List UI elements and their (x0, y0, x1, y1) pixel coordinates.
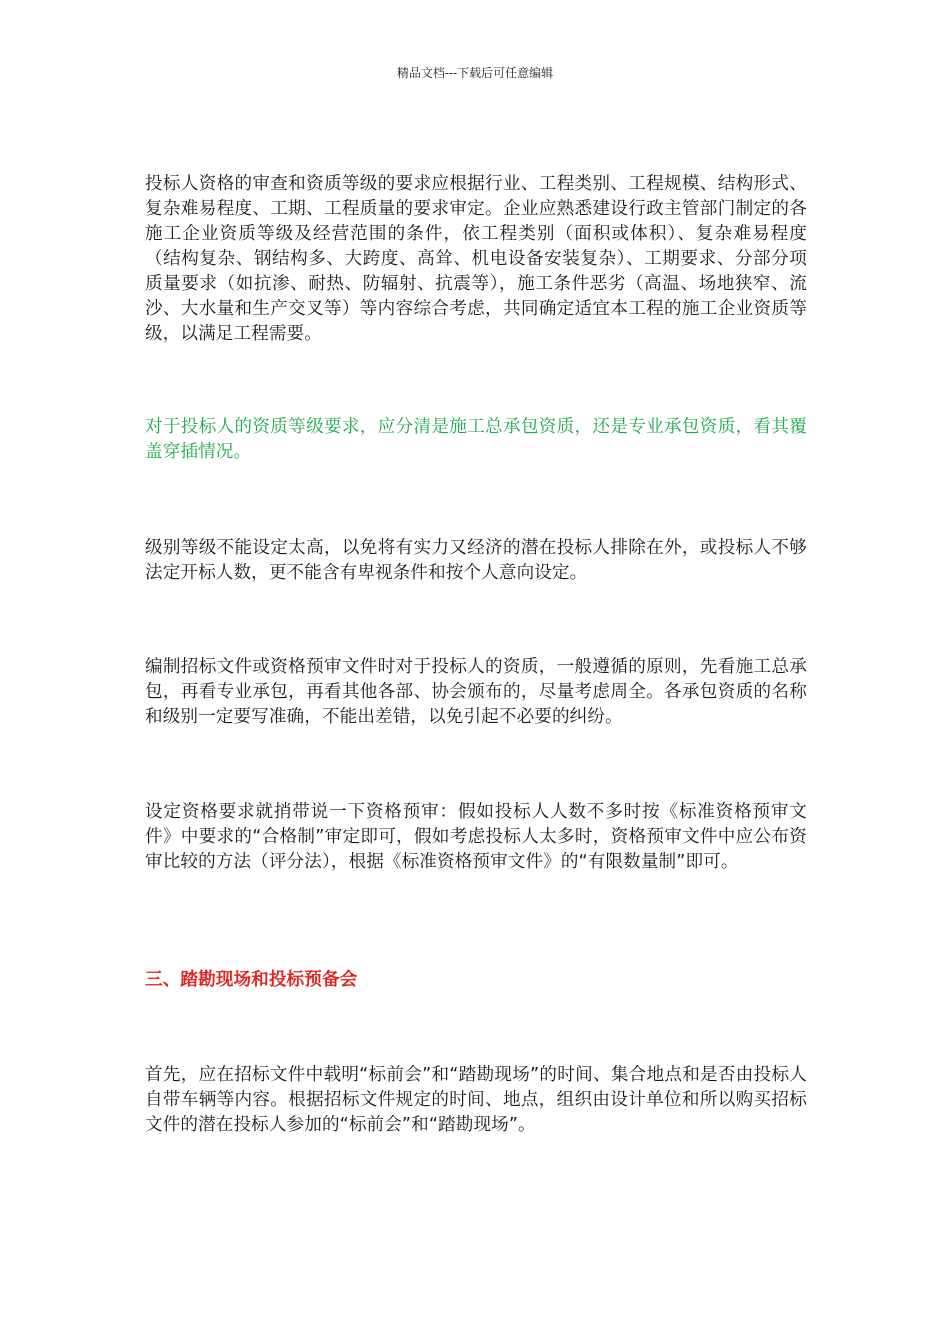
paragraph-site-visit: 首先，应在招标文件中载明“标前会”和“踏勘现场”的时间、集合地点和是否由投标人自带车辆等内容。根据招标文件规定的时间、地点，组织由设计单位和所以购买招标文件的潜在投标人参加的“标前会”和“踏勘现场”。 (145, 1065, 807, 1135)
paragraph-document-preparation: 编制招标文件或资格预审文件时对于投标人的资质，一般遵循的原则，先看施工总承包，再看专业承包，再看其他各部、协会颁布的，尽量考虑周全。各承包资质的名称和级别一定要写准确，不能出差错，以免引起不必要的纠纷。 (145, 657, 807, 727)
section-heading-site-visit: 三、踏勘现场和投标预备会 (145, 970, 358, 990)
paragraph-level-setting: 级别等级不能设定太高，以免将有实力又经济的潜在投标人排除在外，或投标人不够法定开标人数，更不能含有卑视条件和按个人意向设定。 (145, 538, 807, 583)
paragraph-qualification-level-note: 对于投标人的资质等级要求，应分清是施工总承包资质，还是专业承包资质，看其覆盖穿插情况。 (145, 417, 807, 462)
page-header: 精品文档---下载后可任意编辑 (396, 66, 554, 80)
paragraph-qualification-review: 投标人资格的审查和资质等级的要求应根据行业、工程类别、工程规模、结构形式、复杂难易程度、工期、工程质量的要求审定。企业应熟悉建设行政主管部门制定的各施工企业资质等级及经营范围的条件，依工程类别（面积或体积）、复杂难易程度（结构复杂、钢结构多、大跨度、高耸、机电设备安装复杂）、工期要求、分部分项质量要求（如抗渗、耐热、防辐射、抗震等），施工条件恶劣（高温、场地狭窄、流沙、大水量和生产交叉等）等内容综合考虑，共同确定适宜本工程的施工企业资质等级，以满足工程需要。 (145, 174, 807, 344)
paragraph-prequalification: 设定资格要求就捎带说一下资格预审：假如投标人人数不多时按《标准资格预审文件》中要求的“合格制”审定即可，假如考虑投标人太多时，资格预审文件中应公布资审比较的方法（评分法），根据《标准资格预审文件》的“有限数量制”即可。 (145, 802, 807, 872)
